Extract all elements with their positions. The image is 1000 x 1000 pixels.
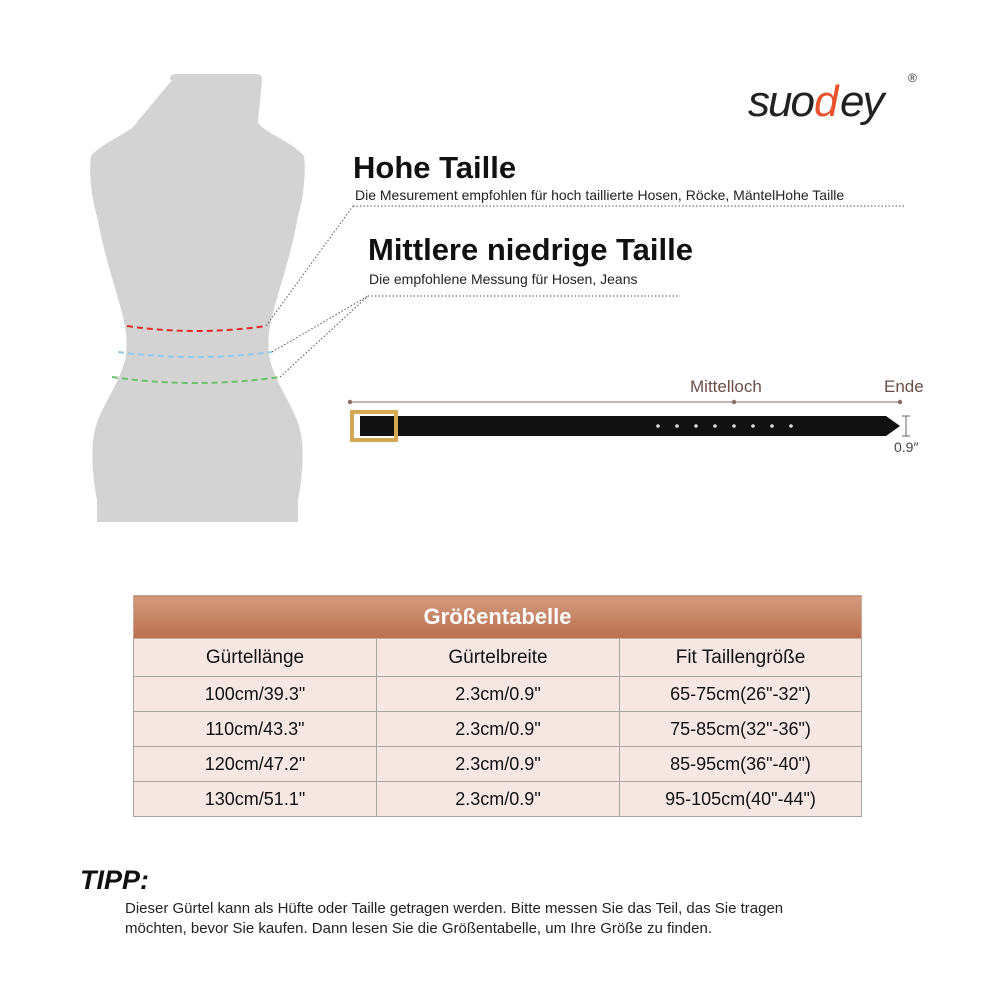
table-cell: 130cm/51.1" [134,782,377,817]
table-cell: 110cm/43.3" [134,712,377,747]
belt-hole [751,424,755,428]
belt-hole [713,424,717,428]
table-row [134,747,862,782]
table-cell: 2.3cm/0.9" [377,782,620,817]
column-header-belt-length: Gürtellänge [134,639,377,677]
width-bracket [902,416,910,436]
svg-text:ey: ey [840,77,883,126]
table-cell: 65-75cm(26"-32") [620,677,862,712]
column-header-waist-fit: Fit Taillengröße [620,639,862,677]
table-cell: 85-95cm(36"-40") [620,747,862,782]
table-cell: 2.3cm/0.9" [377,712,620,747]
mid-low-waist-title: Mittlere niedrige Taille [368,232,694,267]
belt-hole [770,424,774,428]
belt-end-label: Ende [884,377,924,396]
table-cell: 95-105cm(40"-44") [620,782,862,817]
callout-line-middle [272,296,368,352]
column-header-belt-width: Gürtelbreite [377,639,620,677]
measure-middle-dot [732,400,736,404]
table-cell: 75-85cm(32"-36") [620,712,862,747]
table-cell: 100cm/39.3" [134,677,377,712]
belt-hole [694,424,698,428]
size-table-title-row [134,596,862,639]
tip-title: TIPP: [80,865,150,895]
size-table [133,595,862,817]
registered-mark: ® [908,71,917,85]
belt-hole [675,424,679,428]
measure-end-dot [898,400,902,404]
belt-width-label: 0.9″ [894,439,919,455]
belt-strap [360,416,900,436]
high-waist-title: Hohe Taille [353,150,517,185]
middle-hole-label: Mittelloch [690,377,762,396]
table-cell: 2.3cm/0.9" [377,747,620,782]
high-waist-description: Die Mesurement empfohlen für hoch taillierte Hosen, Röcke, MäntelHohe Taille [355,187,845,203]
size-table-header-row [134,639,862,677]
measure-start-dot [348,400,352,404]
belt-hole [789,424,793,428]
tip-text-line-1: Dieser Gürtel kann als Hüfte oder Taille getragen werden. Bitte messen Sie das Teil, das Sie tragen [125,900,784,917]
callout-line-low [280,296,368,377]
mannequin-silhouette [90,74,305,522]
table-row [134,677,862,712]
belt-hole [732,424,736,428]
table-cell: 2.3cm/0.9" [377,677,620,712]
table-row [134,782,862,817]
size-table-title: Größentabelle [134,596,862,639]
belt-hole [656,424,660,428]
svg-text:d: d [814,77,837,126]
belt-keeper [364,416,376,436]
mid-low-waist-description: Die empfohlene Messung für Hosen, Jeans [369,271,638,287]
belt-illustration [340,370,940,460]
table-cell: 120cm/47.2" [134,747,377,782]
table-row [134,712,862,747]
tip-text-line-2: möchten, bevor Sie kaufen. Dann lesen Sie die Größentabelle, um Ihre Größe zu finden. [125,920,712,937]
svg-text:suo: suo [748,77,813,126]
